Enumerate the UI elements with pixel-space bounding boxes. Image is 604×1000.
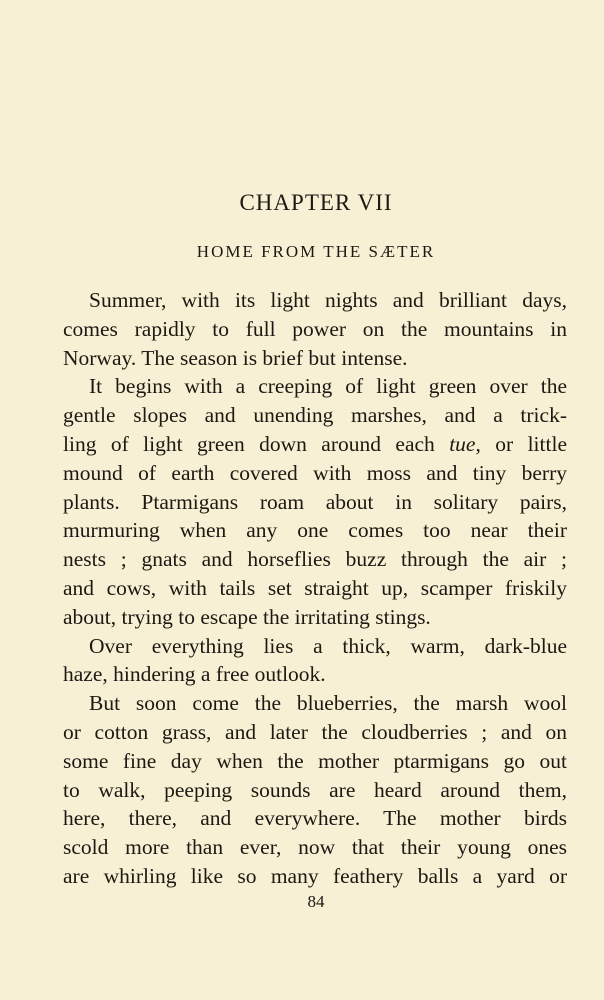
text-line: or cotton grass, and later the cloudberries ; and on bbox=[63, 719, 567, 744]
text-line: Norway. The season is brief but intense. bbox=[63, 345, 408, 370]
text-line: nests ; gnats and horseflies buzz through the air ; bbox=[63, 547, 567, 572]
text-line: plants. Ptarmigans roam about in solitary pairs, bbox=[63, 489, 567, 514]
text-line: about, trying to escape the irritating stings. bbox=[63, 604, 431, 629]
text-line: are whirling like so many feathery balls a yard or bbox=[63, 863, 567, 888]
text-line: mound of earth covered with moss and tiny berry bbox=[63, 460, 567, 485]
text-line: here, there, and everywhere. The mother birds bbox=[63, 806, 567, 831]
italic-word: tue bbox=[449, 431, 476, 456]
text-line: Summer, with its light nights and brilliant days, bbox=[89, 288, 567, 312]
chapter-number: CHAPTER VII bbox=[239, 190, 393, 215]
text-line: and cows, with tails set straight up, scamper friskily bbox=[63, 575, 567, 600]
text-line: murmuring when any one comes too near their bbox=[63, 518, 567, 543]
text-line-with-italic bbox=[63, 430, 567, 459]
text-line: But soon come the blueberries, the marsh wool bbox=[89, 691, 567, 716]
text-segment: , or little bbox=[475, 431, 567, 456]
text-line: haze, hindering a free outlook. bbox=[63, 662, 326, 687]
text-line: scold more than ever, now that their young ones bbox=[63, 835, 567, 860]
page-number: 84 bbox=[307, 892, 325, 911]
text-line: to walk, peeping sounds are heard around them, bbox=[63, 777, 567, 802]
chapter-title: HOME FROM THE SÆTER bbox=[196, 242, 436, 261]
text-line: Over everything lies a thick, warm, dark-blue bbox=[89, 633, 567, 658]
text-line: gentle slopes and unending marshes, and a trick- bbox=[63, 403, 567, 428]
text-line: some fine day when the mother ptarmigans go out bbox=[63, 748, 567, 773]
body-text bbox=[63, 286, 567, 891]
text-line: It begins with a creeping of light green over the bbox=[89, 374, 567, 399]
text-line: comes rapidly to full power on the mountains in bbox=[63, 316, 567, 341]
text-segment: ling of light green down around each bbox=[63, 431, 450, 456]
